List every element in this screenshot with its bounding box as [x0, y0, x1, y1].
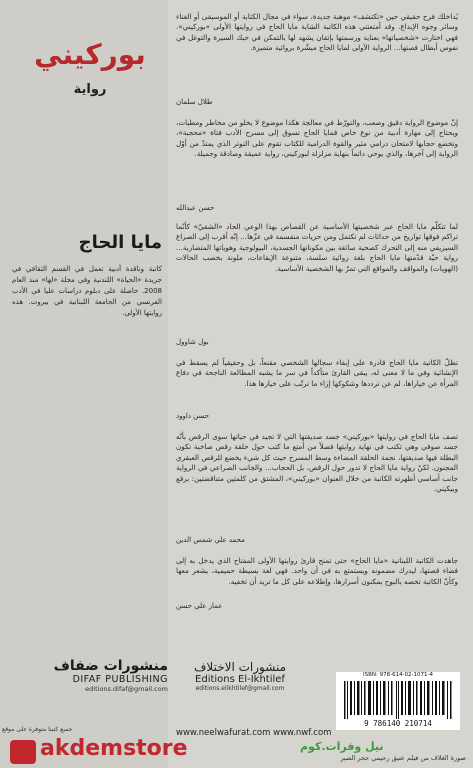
available-at-text: جميع كتبنا متوفرة على موقع: [2, 726, 73, 733]
barcode-bars: [344, 681, 452, 719]
cover-credit: صورة الغلاف من فيلم عتيق رحيمي حجر الصبر: [340, 754, 466, 762]
review-signature-4: حسن داوود: [176, 412, 210, 420]
left-column: [0, 0, 168, 768]
review-text-2: إنّ موضوع الرواية دقيق وصعب، والتورّط في معالجة هكذا موضوع لا يخلو من مخاطر ومطبات، ويحتاج إلى مهارة أدبية من نوع خاص قمايا الحاج تسوق إلى مسرح الأدب فتاة «محجبة»، وتخضع حجابها لامتحان درامي مثير والقوة الدرامية للكتاب تقوم على التوتر الذي يمتدّ من أوّل الرواية إلى آخرها، والذي يوحي دائماً بنهاية مزلزلة لبوركيني، رواية عميقة وصادقة وجميلة.: [176, 118, 458, 159]
review-text-6: جاهدت الكاتبة اللبنانية «مايا الحاج» حتى تمنح قارئ روايتها الأولى المفتاح الذي يدخل به إلى فضاء قصتها، ليدرك مضمونه ويستمتع به في أن واحد. فهي لغة بسيطة حميمية، يشعر معها وكأنّ الكاتبة تخصه بالبوح بمكنون أسرارها، وإطلاعه على كل ما تريد أن تخفيه.: [176, 556, 458, 586]
review-text-4: تظلّ الكاتبة مايا الحاج قادرة على إبقاء سجالها الشخصي مقنعاً، بل وحقيقياً لم يسقط في الإنشائية وفي ما لا معنى له، يبقى القارئ متأكداً في سر ما يشبه المطالعة الناجحة في دفاع المرأة عن خياراها، لم عن ترددها وشكوكها إزاء ما ترتّب على خيارها هذا.: [176, 358, 458, 388]
review-signature-6: عمار علي حسن: [176, 602, 223, 610]
author-bio: كاتبة وناقدة أدبية تعمل في القسم الثقافي في جريدة «الحياة» اللندنية وفي مجلة «لها» منذ العام 2008. حاصلة على دبلوم دراسات عليا في الأدب الفرنسي من الجامعة اللبنانية في بيروت. هذه روايتها الأولى.: [12, 265, 162, 317]
barcode-digits: 9 786140 210714: [364, 719, 432, 728]
ikhtilef-english: Editions El-Ikhtilef: [195, 674, 285, 685]
isbn-barcode: [336, 672, 460, 730]
review-text-1: يُداخلك فرح حقيقي حين «تكتشف» موهبة جديدة، سواء في مجال الكتابة أو الموسيقى أو الغناء وسائر وجوه الإبداع. وقد أمتعتني هذه الكاتبة الشابة مايا الحاج في روايتها الأولى «بوركيني». فهي اختارت «شخصياتها» بعناية ورسمتها بإتقان يشهد لها بالتمكن في حبك السيرة والتوغل في نفوس أبطال قصتها... الرواية الأولى لمايا الحاج مبشّرة بروائية متميزة.: [176, 12, 458, 53]
akdemstore-watermark: akdemstore: [40, 736, 188, 761]
shop-bag-icon: [10, 740, 36, 764]
review-signature-1: طلال سلمان: [176, 98, 213, 106]
difaf-email: editions.difaf@gmail.com: [85, 685, 168, 693]
websites: www.neelwafurat.com www.nwf.com: [176, 728, 332, 738]
review-text-3: لما تتكلّم مايا الحاج عبر شخصيتها الأساسية عن القصاص بهذا الوعي الحاد «الشقيّ» كأنّما تراكم فوقها تواريخ من حداثات لم تكتمل ومن حريات منقسمة في عزّها... إنّه أقرب إلى الصراع السيزيفي منه إلى التحرك كصحية سائغة بين مكوناتها الجسدية، البيولوجية وهوياتها المتضاربة... رواية حيّة قدّمتها مايا الحاج بلغة روائية سلسة، متنوعة الإيقاعات، ملونة بخصب الحالات (الهويات) والمواقف والمواقع التي تمرّ بها الشخصية الأساسية.: [176, 222, 458, 273]
review-signature-5: محمد علي شمس الدين: [176, 536, 245, 544]
review-text-5: تصف مايا الحاج في روايتها «بوركيني» جسد صديقتها التي لا تجيد في حياتها سوى الرقص بأنّه جسد صوفي وهي تكتب في نهاية روايتها فصلاً من أمتع ما كتب حول حلقة رقص صاخبة تكون البطلة فيها صديقتها، نجمة الحلقة المضاءة وسط المسرح حيث كل شيء يخضع للرقص العبقري المجنون. لكنّ رواية مايا الحاج لا تدور حول الرقص، بل الحجاب... والجانب الصراعي في الرواية جانب أساسي أظهرته الكاتبة من خلال العنوان «بوركيني»، المشتق من كلمتين متناقضتين: برقع وبيكيني.: [176, 432, 458, 494]
book-title: بوركيني: [34, 38, 146, 71]
author-name: مايا الحاج: [78, 232, 162, 253]
ikhtilef-arabic: منشورات الاختلاف: [193, 660, 286, 674]
difaf-english: DIFAF PUBLISHING: [72, 674, 168, 685]
ikhtilef-logo: [185, 660, 295, 692]
review-signature-3: بول شاوول: [176, 338, 209, 346]
isbn-text: ISBN: 978-614-02-1071-4: [362, 672, 434, 678]
difaf-arabic: منشورات ضفاف: [53, 658, 168, 674]
difaf-logo: [8, 658, 168, 693]
neel-wafurat-logo: نيل وفرات.كوم: [300, 740, 384, 753]
book-subtitle: رواية: [73, 82, 107, 97]
review-signature-2: حسن عبدالله: [176, 204, 215, 212]
ikhtilef-email: editions.elikhtilef@gmail.com: [195, 685, 285, 692]
